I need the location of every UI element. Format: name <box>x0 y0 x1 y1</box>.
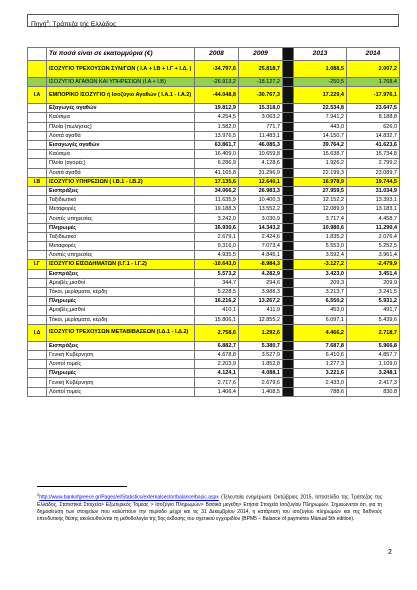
value-cell: 19.744,5 <box>347 177 400 186</box>
row-code <box>28 360 47 369</box>
value-cell: 5.931,2 <box>347 297 400 306</box>
value-cell: 23.089,7 <box>347 168 400 177</box>
value-cell: 294,6 <box>239 278 283 287</box>
year-header: 2013 <box>294 48 347 61</box>
table-row <box>28 223 400 232</box>
value-cell: 410,1 <box>195 306 239 315</box>
column-separator <box>283 341 294 350</box>
row-code <box>28 242 47 251</box>
row-label: Γενική Κυβέρνηση <box>47 350 195 359</box>
column-separator <box>283 186 294 195</box>
column-separator <box>283 297 294 306</box>
value-cell: 3.242,0 <box>195 214 239 223</box>
value-cell: 3.241,5 <box>347 287 400 296</box>
table-row <box>28 122 400 131</box>
column-separator <box>283 87 294 104</box>
value-cell: 12.152,2 <box>294 196 347 205</box>
row-code <box>28 78 47 87</box>
row-code <box>28 297 47 306</box>
value-cell: -26.913,2 <box>195 78 239 87</box>
value-cell: 3.030,9 <box>239 214 283 223</box>
table-row <box>28 242 400 251</box>
source-text: : Τράπεζα της Ελλάδος <box>48 21 117 29</box>
value-cell: 1.852,8 <box>239 360 283 369</box>
value-cell: 17.229,4 <box>294 87 347 104</box>
column-separator <box>283 324 294 341</box>
row-label: Λοιπές υπηρεσίες <box>47 251 195 260</box>
value-cell: 16.216,2 <box>195 297 239 306</box>
value-cell: 14.150,7 <box>294 131 347 140</box>
value-cell: 2.203,9 <box>195 360 239 369</box>
value-cell: 5.252,5 <box>347 242 400 251</box>
value-cell: 6.550,2 <box>294 297 347 306</box>
footnote-link[interactable]: http://www.bankofgreece.gr/Pages/el/Statistics/externalsector/balance/basic.aspx <box>39 494 219 501</box>
table-row <box>28 168 400 177</box>
column-separator <box>283 78 294 87</box>
row-code <box>28 131 47 140</box>
row-code <box>28 140 47 149</box>
value-cell: 3.063,2 <box>239 113 283 122</box>
column-separator <box>283 159 294 168</box>
column-separator <box>283 232 294 241</box>
value-cell: 3.988,3 <box>239 287 283 296</box>
value-cell: 411,9 <box>239 306 283 315</box>
table-row <box>28 150 400 159</box>
value-cell: 16.930,6 <box>195 223 239 232</box>
value-cell: 209,3 <box>294 278 347 287</box>
value-cell: 6.410,6 <box>294 350 347 359</box>
value-cell: 4.678,8 <box>195 350 239 359</box>
row-code <box>28 104 47 113</box>
value-cell: 41.623,6 <box>347 140 400 149</box>
value-cell: 6.882,7 <box>195 341 239 350</box>
row-code <box>28 306 47 315</box>
row-label: Λοιπές υπηρεσίες <box>47 214 195 223</box>
value-cell: 1.926,2 <box>294 159 347 168</box>
row-label: Πλοία (πωλήσεις) <box>47 122 195 131</box>
row-label: Καύσιμα <box>47 113 195 122</box>
value-cell: -30.767,3 <box>239 87 283 104</box>
column-separator <box>283 269 294 278</box>
table-row <box>28 341 400 350</box>
row-label: Λοιποί τομείς <box>47 360 195 369</box>
value-cell: 1.406,4 <box>195 387 239 396</box>
table-row <box>28 297 400 306</box>
value-cell: 771,7 <box>239 122 283 131</box>
column-separator <box>283 315 294 324</box>
value-cell: 4.935,5 <box>195 251 239 260</box>
row-label: ΕΜΠΟΡΙΚΟ ΙΣΟΖΥΓΙΟ ή Ισοζύγιο Αγαθών ( Ι.Α.1 - Ι.Α.2) <box>47 87 195 104</box>
value-cell: 19.812,9 <box>195 104 239 113</box>
column-separator <box>283 48 294 61</box>
table-row <box>28 113 400 122</box>
row-code: Ι.Γ <box>28 260 47 269</box>
value-cell: 2.758,6 <box>195 324 239 341</box>
value-cell: 2.679,6 <box>239 378 283 387</box>
row-label: Τόκοι, μερίσματα, κέρδη <box>47 315 195 324</box>
value-cell: 3.717,4 <box>294 214 347 223</box>
value-cell: 4.458,7 <box>347 214 400 223</box>
row-label: ΙΣΟΖΥΓΙΟ ΑΓΑΘΩΝ ΚΑΙ ΥΠΗΡΕΣΙΩΝ (Ι.Α + Ι.Β) <box>47 78 195 87</box>
column-separator <box>283 113 294 122</box>
value-cell: 15.806,1 <box>195 315 239 324</box>
value-cell: 3.961,4 <box>347 251 400 260</box>
column-separator <box>283 278 294 287</box>
year-header: 2014 <box>347 48 400 61</box>
row-label: Εισαγωγές αγαθών <box>47 140 195 149</box>
value-cell: 23.647,5 <box>347 104 400 113</box>
row-label: Πληρωμές <box>47 297 195 306</box>
value-cell: 5.439,6 <box>347 315 400 324</box>
value-cell: 3.423,0 <box>294 269 347 278</box>
value-cell: 8.188,8 <box>347 113 400 122</box>
footnote-text: (Τελευταία ενημέρωση Οκτώβριος 2015, Ιστοσελίδα της Τράπεζας της Ελλάδος, Στατιστικά Στοιχεία> Εξωτερικός Τομέας > Ισοζύγιο Πληρωμών> Βασικά μεγέθη> Ετήσια Στοιχεία Ισοζυγίου Πληρωμών. Σημειώνεται ότι, για τη δημοσίευση των στοιχείων που καλύπτουν την περίοδο μέχρι και τις 31 Δεκεμβρίου 2014, η κατάρτιση του ισοζυγίου πληρωμών και της διεθνούς επενδυτικής θέσης ακολουθούνται τη μεθοδολογία της 5ης έκδοσης του σχετικού εγχειριδίου (BPM5 – Balance of payments Manual 5th edition). <box>37 494 382 523</box>
row-code <box>28 232 47 241</box>
value-cell: 12.640,1 <box>239 177 283 186</box>
table-row <box>28 387 400 396</box>
value-cell: 2.433,0 <box>294 378 347 387</box>
value-cell: 6.286,9 <box>195 159 239 168</box>
table-row <box>28 315 400 324</box>
row-code <box>28 223 47 232</box>
row-label: Μεταφορές <box>47 205 195 214</box>
value-cell: 3.592,4 <box>294 251 347 260</box>
row-code <box>28 378 47 387</box>
value-cell: -250,5 <box>294 78 347 87</box>
value-cell: 1.582,0 <box>195 122 239 131</box>
value-cell: 13.183,1 <box>347 205 400 214</box>
value-cell: 2.717,6 <box>195 378 239 387</box>
table-row <box>28 159 400 168</box>
value-cell: 4.254,5 <box>195 113 239 122</box>
table-row <box>28 251 400 260</box>
header-code-cell <box>28 48 47 61</box>
table-row <box>28 278 400 287</box>
row-label: Μεταφορές <box>47 242 195 251</box>
value-cell: -44.048,8 <box>195 87 239 104</box>
table-row <box>28 287 400 296</box>
value-cell: 19.188,3 <box>195 205 239 214</box>
value-cell: 11.483,1 <box>239 131 283 140</box>
footnote-ref: 2 <box>37 492 40 497</box>
value-cell: 1.277,3 <box>294 360 347 369</box>
row-label: Εισπράξεις <box>47 269 195 278</box>
column-separator <box>283 223 294 232</box>
value-cell: 6.097,1 <box>294 315 347 324</box>
value-cell: 10.400,3 <box>239 196 283 205</box>
value-cell: 2.679,1 <box>195 232 239 241</box>
table-row <box>28 369 400 378</box>
column-separator <box>283 168 294 177</box>
column-separator <box>283 131 294 140</box>
column-separator <box>283 350 294 359</box>
footnote-divider <box>37 486 127 487</box>
row-label: ΙΣΟΖΥΓΙΟ ΤΡΕΧΟΥΣΩΝ ΜΕΤΑΒΙΒΑΣΕΩΝ (Ι.Δ.1 - Ι.Δ.2) <box>47 324 195 341</box>
value-cell: 4.128,6 <box>239 159 283 168</box>
value-cell: 63.861,7 <box>195 140 239 149</box>
row-code <box>28 122 47 131</box>
column-separator <box>283 369 294 378</box>
value-cell: 16.978,9 <box>294 177 347 186</box>
value-cell: 4.857,7 <box>347 350 400 359</box>
value-cell: 344,7 <box>195 278 239 287</box>
row-label: Ταξιδιωτικό <box>47 196 195 205</box>
value-cell: 13.552,2 <box>239 205 283 214</box>
page-number: 2 <box>388 549 392 556</box>
value-cell: 34.066,2 <box>195 186 239 195</box>
row-code <box>28 369 47 378</box>
footnote <box>37 491 382 523</box>
year-header: 2009 <box>239 48 283 61</box>
value-cell: 11.635,9 <box>195 196 239 205</box>
table-header-row <box>28 48 400 61</box>
table-row <box>28 186 400 195</box>
row-code <box>28 150 47 159</box>
column-separator <box>283 205 294 214</box>
value-cell: 16.409,0 <box>195 150 239 159</box>
table-row <box>28 324 400 341</box>
column-separator <box>283 242 294 251</box>
value-cell: 4.845,1 <box>239 251 283 260</box>
column-separator <box>283 104 294 113</box>
row-label: Αμοιβές,μισθοί <box>47 278 195 287</box>
table-row <box>28 214 400 223</box>
row-label: Εισπράξεις <box>47 186 195 195</box>
value-cell: 22.199,3 <box>294 168 347 177</box>
value-cell: 9.316,0 <box>195 242 239 251</box>
row-label: Καύσιμα <box>47 150 195 159</box>
value-cell: 39.764,2 <box>294 140 347 149</box>
row-code <box>28 341 47 350</box>
value-cell: 2.718,7 <box>347 324 400 341</box>
value-cell: -10.643,0 <box>195 260 239 269</box>
value-cell: 7.073,4 <box>239 242 283 251</box>
value-cell: 15.318,0 <box>239 104 283 113</box>
value-cell: 2.076,4 <box>347 232 400 241</box>
row-label: Πληρωμές <box>47 369 195 378</box>
value-cell: 25.818,7 <box>239 61 283 78</box>
value-cell: -17.976,1 <box>347 87 400 104</box>
value-cell: -34.797,6 <box>195 61 239 78</box>
value-cell: -3.127,2 <box>294 260 347 269</box>
value-cell: 31.034,9 <box>347 186 400 195</box>
row-label: Εξαγωγές αγαθών <box>47 104 195 113</box>
balance-of-payments-table <box>27 47 400 397</box>
row-code <box>28 61 47 78</box>
column-separator <box>283 251 294 260</box>
row-code <box>28 159 47 168</box>
table-row <box>28 360 400 369</box>
table-row <box>28 260 400 269</box>
value-cell: 1.408,5 <box>239 387 283 396</box>
table-row <box>28 196 400 205</box>
value-cell: 15.734,8 <box>347 150 400 159</box>
table-row <box>28 87 400 104</box>
value-cell: 46.085,3 <box>239 140 283 149</box>
table-row <box>28 205 400 214</box>
value-cell: 1.292,6 <box>239 324 283 341</box>
row-label: Αμοιβές,μισθοί <box>47 306 195 315</box>
value-cell: 830,8 <box>347 387 400 396</box>
column-separator <box>283 287 294 296</box>
column-separator <box>283 196 294 205</box>
value-cell: 22.534,8 <box>294 104 347 113</box>
row-label: Ταξιδιωτικό <box>47 232 195 241</box>
value-cell: 31.296,9 <box>239 168 283 177</box>
row-code <box>28 113 47 122</box>
table-row <box>28 104 400 113</box>
source-label: Πηγή <box>31 21 47 29</box>
value-cell: 2.417,3 <box>347 378 400 387</box>
table-row <box>28 140 400 149</box>
value-cell: 3.248,1 <box>347 369 400 378</box>
row-code <box>28 387 47 396</box>
table-row <box>28 78 400 87</box>
value-cell: 2.007,2 <box>347 61 400 78</box>
row-code <box>28 315 47 324</box>
row-code <box>28 278 47 287</box>
row-code <box>28 168 47 177</box>
column-separator <box>283 122 294 131</box>
value-cell: 4.466,2 <box>294 324 347 341</box>
value-cell: 7.941,2 <box>294 113 347 122</box>
value-cell: 10.659,8 <box>239 150 283 159</box>
value-cell: 5.966,8 <box>347 341 400 350</box>
row-label: Εισπράξεις <box>47 341 195 350</box>
row-label: ΙΣΟΖΥΓΙΟ ΕΙΣΟΔΗΜΑΤΩΝ (Ι.Γ.1 - Ι.Γ.2) <box>47 260 195 269</box>
unit-note: Τα ποσά είναι σε εκατομμύρια (€) <box>47 48 195 61</box>
value-cell: 15.638,7 <box>294 150 347 159</box>
table-row <box>28 61 400 78</box>
row-code <box>28 287 47 296</box>
value-cell: 453,0 <box>294 306 347 315</box>
row-label: ΙΣΟΖΥΓΙΟ ΤΡΕΧΟΥΣΩΝ ΣΥΝ/ΓΩΝ ( Ι.Α + Ι.Β + Ι.Γ + Ι.Δ. ) <box>47 61 195 78</box>
row-label: Λοιπά αγαθά <box>47 131 195 140</box>
column-separator <box>283 140 294 149</box>
value-cell: 4.282,9 <box>239 269 283 278</box>
value-cell: 13.267,2 <box>239 297 283 306</box>
value-cell: 626,0 <box>347 122 400 131</box>
table-row <box>28 350 400 359</box>
row-code: Ι.Δ <box>28 324 47 341</box>
row-label: Πληρωμές <box>47 223 195 232</box>
value-cell: -8.984,3 <box>239 260 283 269</box>
row-code <box>28 196 47 205</box>
table-row <box>28 232 400 241</box>
row-label: Λοιποί τομείς <box>47 387 195 396</box>
column-separator <box>283 306 294 315</box>
table-row <box>28 131 400 140</box>
value-cell: 41.165,8 <box>195 168 239 177</box>
table-row <box>28 306 400 315</box>
column-separator <box>283 387 294 396</box>
column-separator <box>283 150 294 159</box>
value-cell: 10.980,6 <box>294 223 347 232</box>
value-cell: 7.687,8 <box>294 341 347 350</box>
column-separator <box>283 214 294 223</box>
value-cell: 3.451,4 <box>347 269 400 278</box>
value-cell: 5.553,0 <box>294 242 347 251</box>
row-code <box>28 350 47 359</box>
row-code <box>28 269 47 278</box>
row-code: Ι.Α <box>28 87 47 104</box>
value-cell: 5.380,7 <box>239 341 283 350</box>
value-cell: 27.959,5 <box>294 186 347 195</box>
row-label: Τόκοι, μερίσματα, κέρδη <box>47 287 195 296</box>
table-row <box>28 378 400 387</box>
row-code <box>28 251 47 260</box>
value-cell: 2.799,2 <box>347 159 400 168</box>
value-cell: 1.768,4 <box>347 78 400 87</box>
value-cell: 1.088,5 <box>294 61 347 78</box>
column-separator <box>283 360 294 369</box>
source-footnote-ref: 2 <box>46 19 49 24</box>
column-separator <box>283 177 294 186</box>
value-cell: 14.343,2 <box>239 223 283 232</box>
source-caption <box>27 14 399 27</box>
year-header: 2008 <box>195 48 239 61</box>
value-cell: 3.527,9 <box>239 350 283 359</box>
value-cell: 12.855,2 <box>239 315 283 324</box>
row-code: Ι.Β <box>28 177 47 186</box>
value-cell: 14.832,7 <box>347 131 400 140</box>
row-code <box>28 214 47 223</box>
table-row <box>28 269 400 278</box>
value-cell: 443,0 <box>294 122 347 131</box>
value-cell: 13.393,1 <box>347 196 400 205</box>
value-cell: 1.835,2 <box>294 232 347 241</box>
column-separator <box>283 260 294 269</box>
value-cell: 3.213,7 <box>294 287 347 296</box>
value-cell: 2.424,6 <box>239 232 283 241</box>
value-cell: 4.124,1 <box>195 369 239 378</box>
value-cell: -2.479,9 <box>347 260 400 269</box>
row-code <box>28 186 47 195</box>
value-cell: 4.088,1 <box>239 369 283 378</box>
value-cell: 5.573,2 <box>195 269 239 278</box>
value-cell: 788,6 <box>294 387 347 396</box>
value-cell: 209,9 <box>347 278 400 287</box>
row-code <box>28 205 47 214</box>
row-label: Γενική Κυβέρνηση <box>47 378 195 387</box>
value-cell: 3.221,6 <box>294 369 347 378</box>
column-separator <box>283 61 294 78</box>
value-cell: 11.290,4 <box>347 223 400 232</box>
table-row <box>28 177 400 186</box>
column-separator <box>283 378 294 387</box>
row-label: Λοιπά αγαθά <box>47 168 195 177</box>
value-cell: 13.976,5 <box>195 131 239 140</box>
value-cell: 26.983,3 <box>239 186 283 195</box>
value-cell: 5.228,5 <box>195 287 239 296</box>
value-cell: 491,7 <box>347 306 400 315</box>
value-cell: -18.127,2 <box>239 78 283 87</box>
value-cell: 17.135,6 <box>195 177 239 186</box>
row-label: ΙΣΟΖΥΓΙΟ ΥΠΗΡΕΣΙΩΝ ( Ι.Β.1 - Ι.Β.2) <box>47 177 195 186</box>
value-cell: 1.109,0 <box>347 360 400 369</box>
row-label: Πλοία (αγορές) <box>47 159 195 168</box>
value-cell: 12.089,9 <box>294 205 347 214</box>
